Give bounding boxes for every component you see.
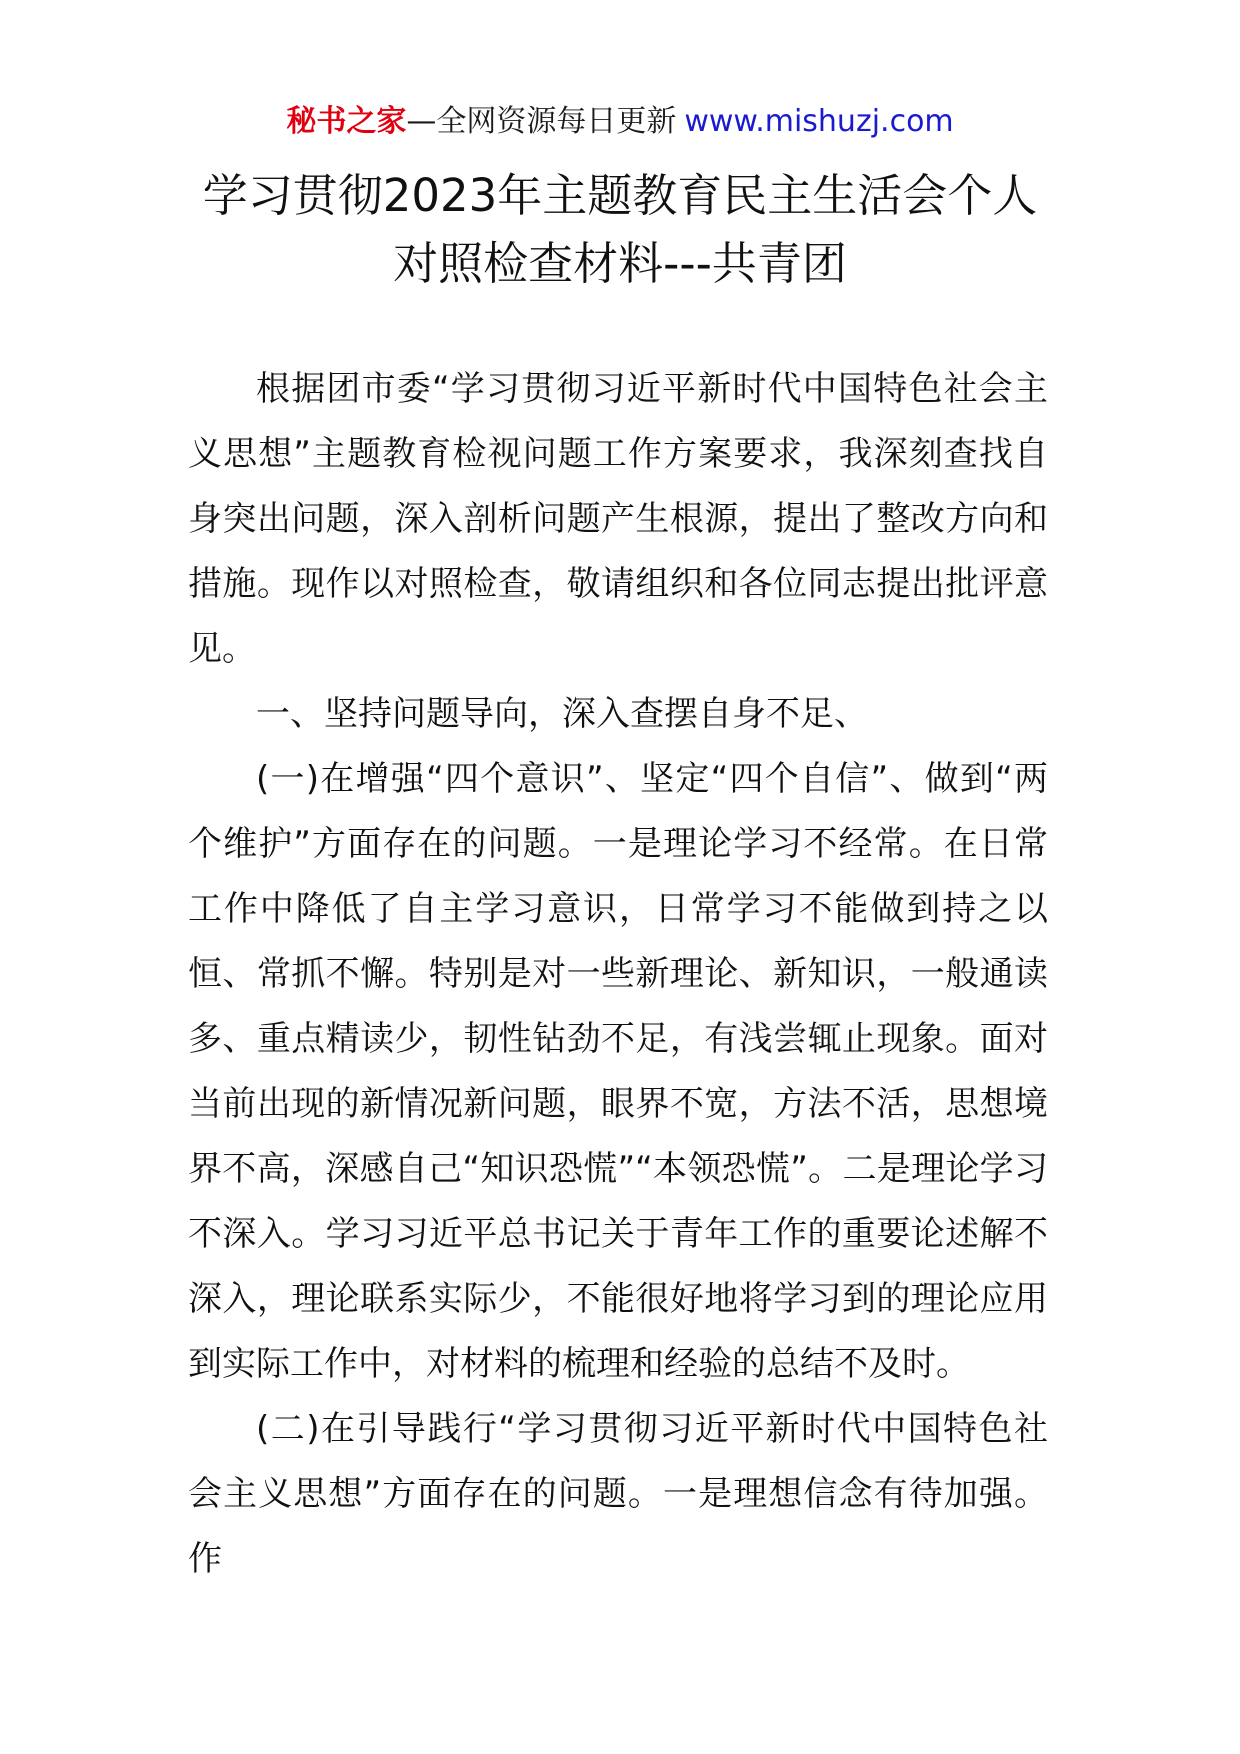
header-tagline: —全网资源每日更新 <box>406 104 677 139</box>
title-line-2: 对照检查材料---共青团 <box>393 237 847 290</box>
document-title <box>160 162 1080 298</box>
document-body <box>188 357 1048 1592</box>
section-1-heading: 一、坚持问题导向，深入查摆自身不足、 <box>256 694 868 734</box>
title-line-1: 学习贯彻2023年主题教育民主生活会个人 <box>202 169 1038 222</box>
section-1-paragraph-1: (一)在增强“四个意识”、坚定“四个自信”、做到“两个维护”方面存在的问题。一是理论学习不经常。在日常工作中降低了自主学习意识，日常学习不能做到持之以恒、常抓不懈。特别是对一些新理论、新知识，一般通读多、重点精读少，韧性钻劲不足，有浅尝辄止现象。面对当前出现的新情况新问题，眼界不宽，方法不活，思想境界不高，深感自己“知识恐慌”“本领恐慌”。二是理论学习不深入。学习习近平总书记关于青年工作的重要论述解不深入，理论联系实际少，不能很好地将学习到的理论应用到实际工作中，对材料的梳理和经验的总结不及时。 <box>188 759 1048 1384</box>
intro-paragraph: 根据团市委“学习贯彻习近平新时代中国特色社会主义思想”主题教育检视问题工作方案要求，我深刻查找自身突出问题，深入剖析问题产生根源，提出了整改方向和措施。现作以对照检查，敬请组织和各位同志提出批评意见。 <box>188 369 1048 669</box>
brand-name: 秘书之家 <box>286 104 407 139</box>
site-header <box>0 100 1240 144</box>
section-1-paragraph-2: (二)在引导践行“学习贯彻习近平新时代中国特色社会主义思想”方面存在的问题。一是理想信念有待加强。作 <box>188 1409 1048 1579</box>
site-url[interactable]: www.mishuzj.com <box>684 104 954 139</box>
